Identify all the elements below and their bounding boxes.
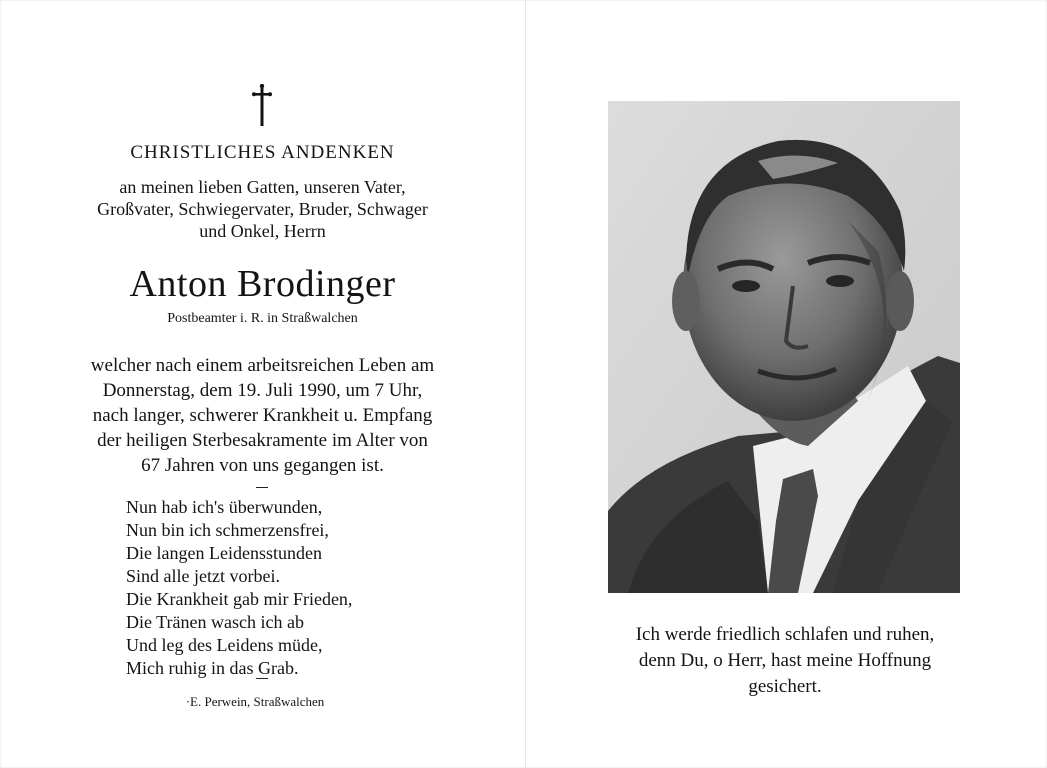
obituary-line: nach langer, schwerer Krankheit u. Empfang: [92, 405, 433, 426]
portrait-illustration: [608, 101, 960, 593]
poem-line: Nun bin ich schmerzensfrei,: [126, 520, 329, 540]
fold-line: [525, 0, 526, 768]
obituary-line: welcher nach einem arbeitsreichen Leben am: [90, 355, 435, 376]
card-heading: CHRISTLICHES ANDENKEN: [130, 142, 395, 163]
divider-dash: [256, 678, 268, 679]
printer-credit: ·E. Perwein, Straßwalchen: [185, 694, 325, 709]
obituary-line: der heiligen Sterbesakramente im Alter von: [97, 430, 428, 451]
occupation: Postbeamter i. R. in Straßwalchen: [167, 311, 358, 326]
poem-line: Sind alle jetzt vorbei.: [126, 566, 280, 586]
obituary-text: [0, 353, 525, 478]
poem-line: Mich ruhig in das Grab.: [126, 658, 299, 678]
poem: [126, 496, 352, 680]
obituary-line: 67 Jahren von uns gegangen ist.: [141, 455, 384, 476]
deceased-name: Anton Brodinger: [129, 263, 396, 305]
poem-line: Die Krankheit gab mir Frieden,: [126, 589, 353, 609]
intro-text: [0, 176, 525, 242]
intro-line: Großvater, Schwiegervater, Bruder, Schwager: [97, 199, 428, 219]
bible-quote: [580, 622, 990, 700]
quote-line: denn Du, o Herr, hast meine Hoffnung: [638, 650, 932, 671]
quote-line: Ich werde friedlich schlafen und ruhen,: [635, 624, 935, 645]
poem-line: Die langen Leidensstunden: [126, 543, 322, 563]
poem-line: Und leg des Leidens müde,: [126, 635, 323, 655]
poem-line: Die Tränen wasch ich ab: [126, 612, 304, 632]
intro-line: an meinen lieben Gatten, unseren Vater,: [119, 177, 406, 197]
obituary-line: Donnerstag, dem 19. Juli 1990, um 7 Uhr,: [102, 380, 423, 401]
quote-line: gesichert.: [748, 676, 822, 697]
cross-icon: [247, 84, 277, 126]
portrait-photo: [608, 101, 960, 593]
poem-line: Nun hab ich's überwunden,: [126, 497, 323, 517]
intro-line: und Onkel, Herrn: [199, 221, 326, 241]
divider-dash: [256, 487, 268, 488]
